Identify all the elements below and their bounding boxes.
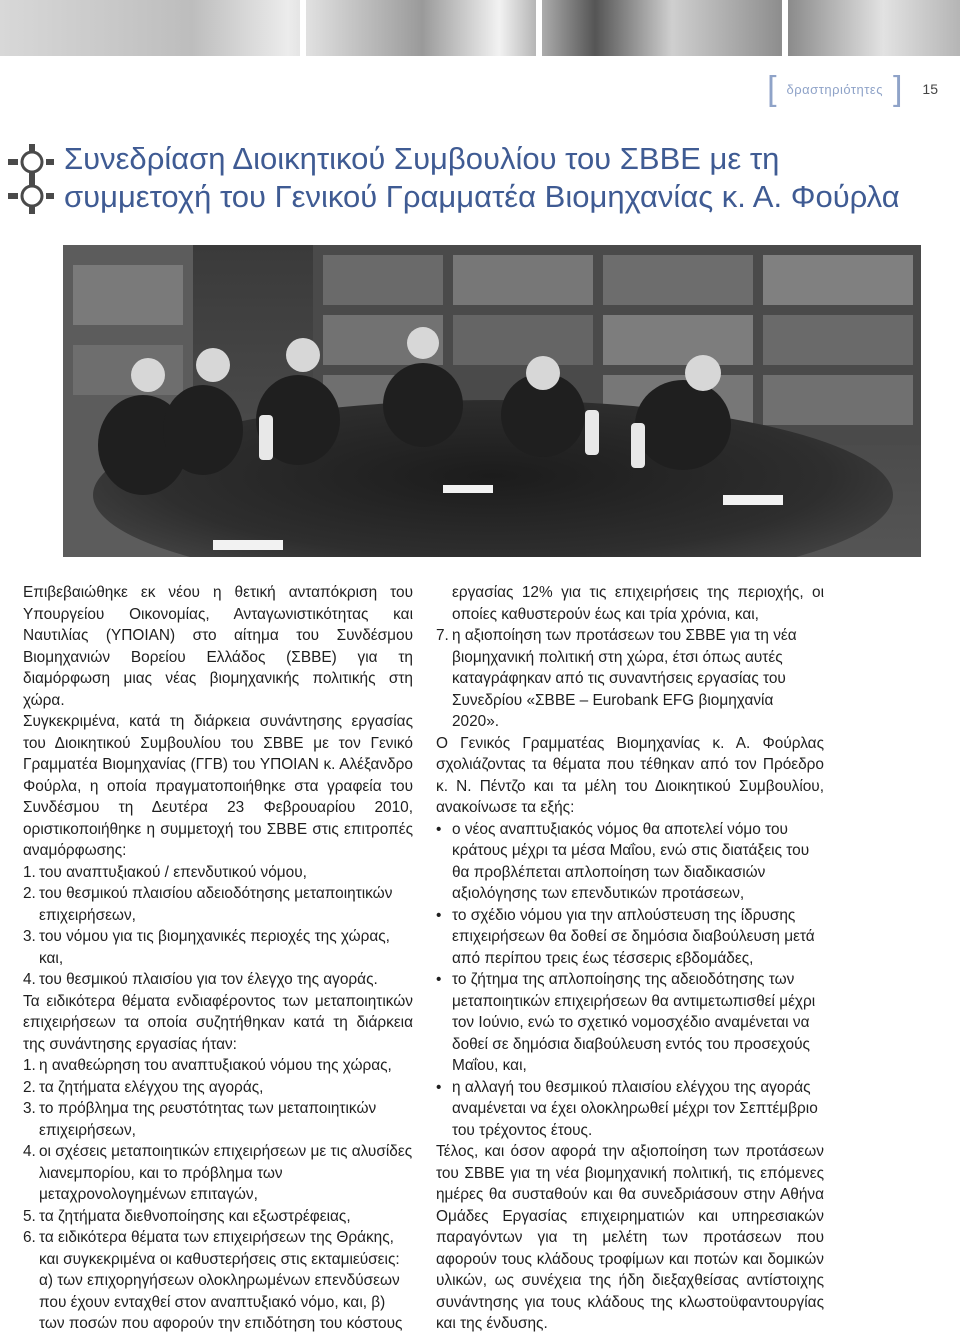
list-item: 6. τα ειδικότερα θέματα των επιχειρήσεων της Θράκης, και συγκεκριμένα οι καθυστερήσεις στις εκταμιεύσεις: α) των επιχορηγήσεων ολοκληρωμένων επενδύσεων που έχουν ενταχθεί στον αναπτυξιακό νόμο, και, β) των ποσών που αφορούν την επιδότηση του κόστους — [23, 1229, 403, 1332]
bullet-icon — [436, 1077, 441, 1099]
list-item: 2. του θεσμικού πλαισίου αδειοδότησης μεταποιητικών επιχειρήσεων, — [23, 885, 393, 924]
page-header — [767, 72, 938, 106]
meeting-photo — [63, 245, 921, 557]
page-title — [64, 140, 924, 216]
gear-logo-icon — [6, 142, 56, 216]
page-number: 15 — [922, 81, 938, 97]
intro-paragraph: Επιβεβαιώθηκε εκ νέου η θετική ανταπόκριση του Υπουργείου Οικονομίας, Ανταγωνιστικότητας και Ναυτιλίας (ΥΠΟΙΑΝ) στο αίτημα του Συνδέσμου Βιομηχανιών Βορείου Ελλάδος (ΣΒΒΕ) για τη διαμόρφωση μιας νέας βιομηχανικής πολιτικής στη χώρα. — [23, 584, 413, 709]
title-line-2: συμμετοχή του Γενικού Γραμματέα Βιομηχανίας κ. Α. Φούρλα — [64, 179, 900, 214]
list-item: • η αλλαγή του θεσμικού πλαισίου ελέγχου της αγοράς αναμένεται να έχει ολοκληρωθεί μέχρι τον Σεπτέμβριο του τρέχοντος έτους. — [436, 1077, 824, 1142]
secretary-paragraph: Ο Γενικός Γραμματέας Βιομηχανίας κ. Α. Φούρλας σχολιάζοντας τα θέματα που τέθηκαν από τον Πρόεδρο κ. Ν. Πέντζο και τα μέλη του Διοικητικού Συμβουλίου, ανακοίνωσε τα εξής: — [436, 734, 824, 816]
bullet-icon — [436, 905, 441, 927]
bullet-icon — [436, 969, 441, 991]
right-column — [436, 582, 824, 1335]
open-bracket-icon: [ — [767, 70, 777, 108]
bullet-icon — [436, 819, 441, 841]
top-photo-strip — [0, 0, 960, 56]
meeting-paragraph: Συγκεκριμένα, κατά τη διάρκεια συνάντησης εργασίας του Διοικητικού Συμβουλίου του ΣΒΒΕ με τον Γενικό Γραμματέα Βιομηχανίας (ΓΓΒ) του ΥΠΟΙΑΝ κ. Αλέξανδρο Φούρλα, η οποία πραγματοποιήθηκε στα γραφεία του Συνδέσμου τη Δευτέρα 23 Φεβρουαρίου 2010, οριστικοποιήθηκε η συμμετοχή του ΣΒΒΕ στις επιτροπές αναμόρφωσης: — [23, 713, 413, 859]
left-column — [23, 582, 413, 1335]
committees-list — [23, 862, 413, 991]
topics-list-continued — [436, 625, 824, 733]
announcements-list — [436, 819, 824, 1142]
list-item: 5. τα ζητήματα διεθνοποίησης και εξωστρέφειας, — [23, 1207, 351, 1225]
title-line-1: Συνεδρίαση Διοικητικού Συμβουλίου του ΣΒΒΕ με τη — [64, 141, 780, 176]
list-item: 1. η αναθεώρηση του αναπτυξιακού νόμου της χώρας, — [23, 1057, 392, 1074]
list-item: 4. του θεσμικού πλαισίου για τον έλεγχο της αγοράς. — [23, 971, 378, 988]
list-item: 3. το πρόβλημα της ρευστότητας των μεταποιητικών επιχειρήσεων, — [23, 1100, 377, 1139]
list-item: • το σχέδιο νόμου για την απλούστευση της ίδρυσης επιχειρήσεων θα δοθεί σε δημόσια διαβούλευση μετά από περίπου τρεις έως τέσσερις εβδομάδες, — [436, 905, 824, 970]
topics-intro: Τα ειδικότερα θέματα ενδιαφέροντος των μεταποιητικών επιχειρήσεων τα οποία συζητήθηκαν κατά τη διάρκεια της συνάντησης εργασίας ήταν: — [23, 992, 413, 1053]
list-item: 3. του νόμου για τις βιομηχανικές περιοχές της χώρας, και, — [23, 928, 390, 967]
list-item: • το ζήτημα της απλοποίησης της αδειοδότησης των μεταποιητικών επιχειρήσεων θα αντιμετωπισθεί μέχρι τον Ιούνιο, ενώ το σχετικό νομοσχέδιο αναμένεται να δοθεί σε δημόσια διαβούλευση εντός του προσεχούς Μαΐου, και, — [436, 969, 824, 1077]
list-item: 4. οι σχέσεις μεταποιητικών επιχειρήσεων με τις αλυσίδες λιανεμπορίου, και το πρόβλημα των μεταχρονολογημένων επιταγών, — [23, 1143, 413, 1203]
list-item: 2. τα ζητήματα ελέγχου της αγοράς, — [23, 1078, 264, 1096]
list-item: 1. του αναπτυξιακού / επενδυτικού νόμου, — [23, 863, 307, 881]
closing-paragraph: Τέλος, και όσον αφορά την αξιοποίηση των προτάσεων του ΣΒΒΕ για τη νέα βιομηχανική πολιτική, τις επόμενες ημέρες θα συσταθούν και θα συνεδριάσουν στην Αθήνα Ομάδες Εργασίας επιχειρηματιών και υπηρεσιακών παραγόντων για τη μελέτη των προτάσεων που αφορούν τους κλάδους τροφίμων και ποτών και δομικών υλικών, ως συνέχεια της ήδη διεξαχθείσας αντίστοιχης συνάντησης για τους κλάδους της κλωστοϋφαντουργίας και της ένδυσης. — [436, 1143, 824, 1332]
list-item: 7. η αξιοποίηση των προτάσεων του ΣΒΒΕ για τη νέα βιομηχανική πολιτική στη χώρα, έτσι όπως αυτές καταγράφηκαν από τις συναντήσεις εργασίας του Συνεδρίου «ΣΒΒΕ – Eurobank EFG βιομηχανία 2020». — [436, 627, 797, 730]
list-item: • ο νέος αναπτυξιακός νόμος θα αποτελεί νόμο του κράτους μέχρι τα μέσα Μαΐου, ενώ στις διατάξεις του θα προβλέπεται απλοποίηση των διαδικασιών αξιολόγησης των επενδυτικών προτάσεων, — [436, 819, 824, 905]
close-bracket-icon: ] — [892, 70, 903, 108]
continuation-paragraph: εργασίας 12% για τις επιχειρήσεις της περιοχής, οι οποίες καθυστερούν έως και τρία χρόνια, και, — [452, 584, 824, 623]
topics-list — [23, 1055, 413, 1335]
section-tag: δραστηριότητες — [786, 81, 883, 97]
